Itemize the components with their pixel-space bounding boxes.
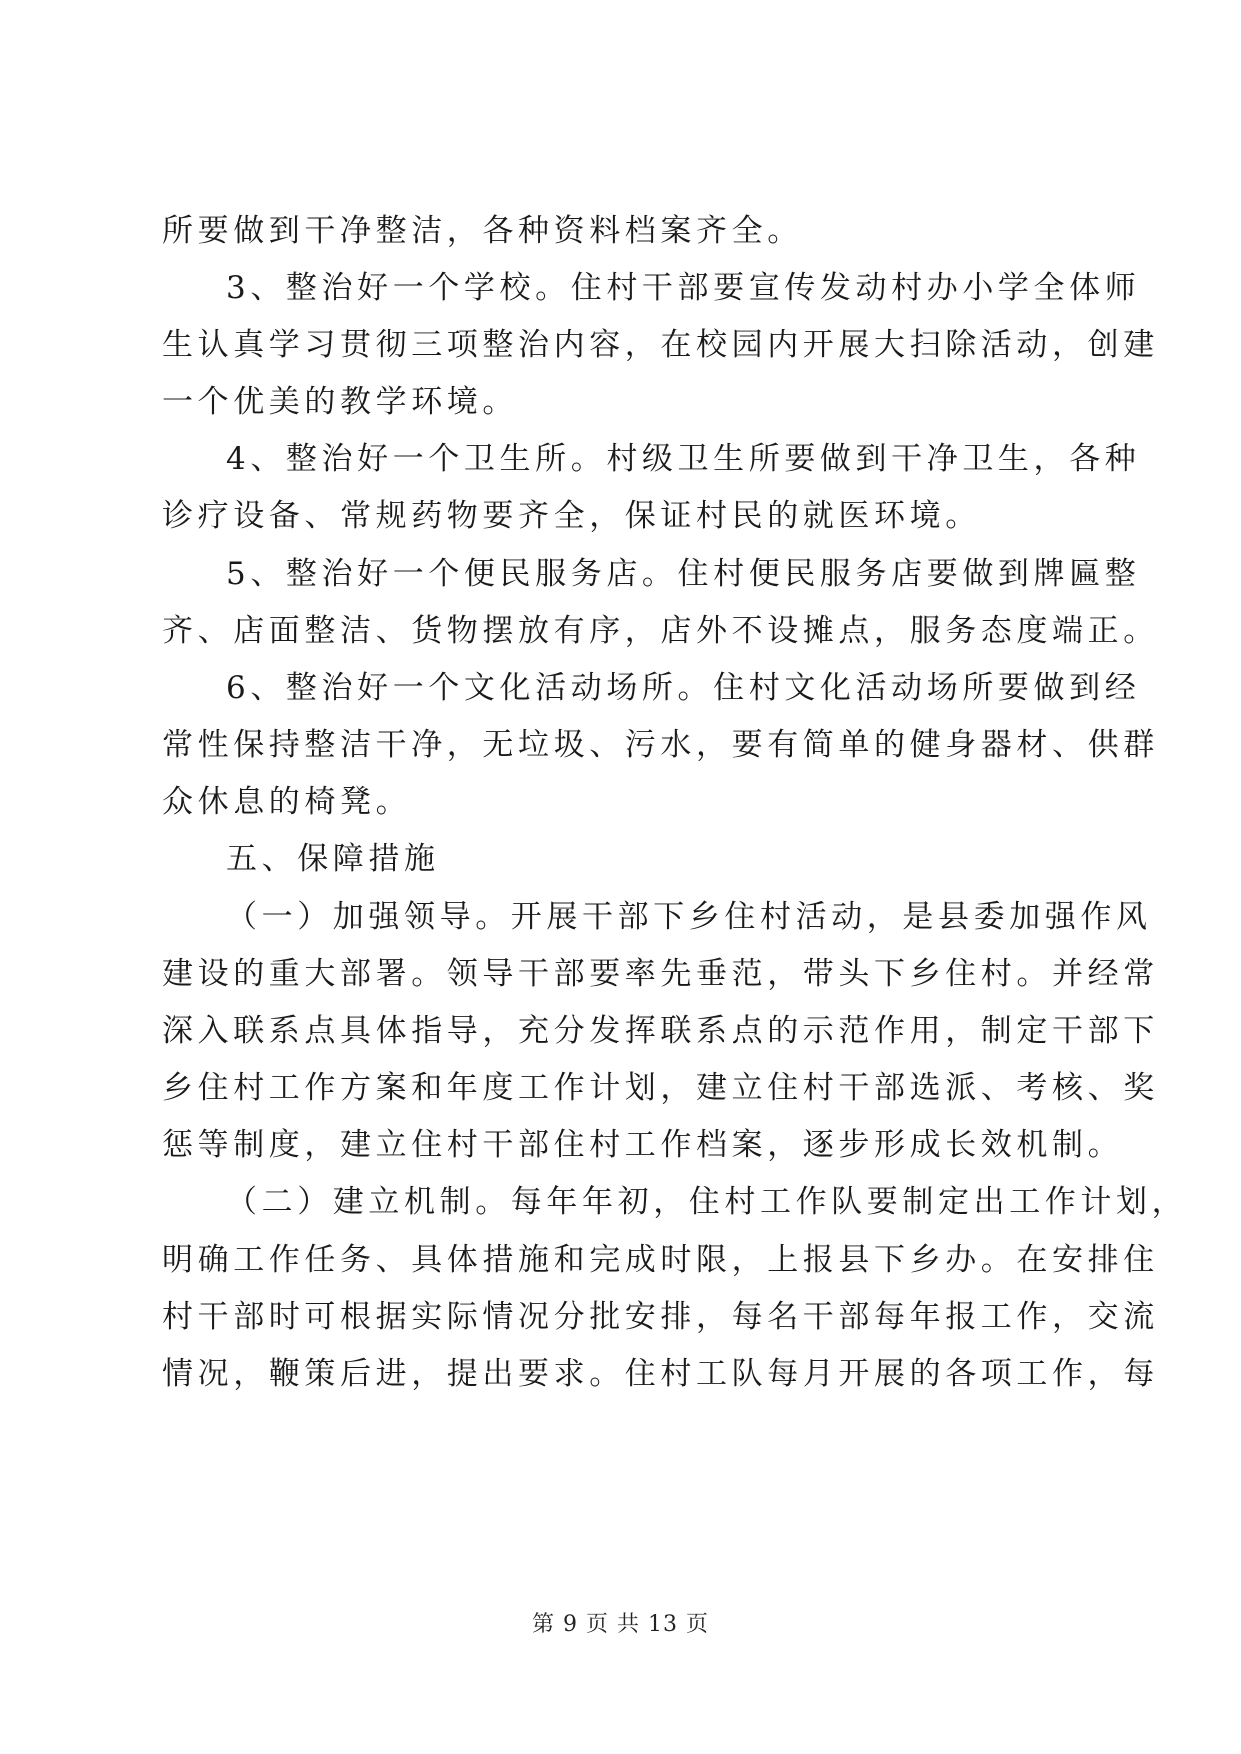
body-line: 明确工作任务、具体措施和完成时限，上报县下乡办。在安排住 xyxy=(162,1242,1159,1278)
body-line: 众休息的椅凳。 xyxy=(162,784,412,820)
body-line: 一个优美的教学环境。 xyxy=(162,384,518,420)
body-line: 所要做到干净整洁，各种资料档案齐全。 xyxy=(162,213,803,249)
body-line: （一）加强领导。开展干部下乡住村活动，是县委加强作风 xyxy=(226,899,1152,935)
body-line: 惩等制度，建立住村干部住村工作档案，逐步形成长效机制。 xyxy=(162,1127,1124,1163)
body-line: 3、整治好一个学校。住村干部要宣传发动村办小学全体师 xyxy=(226,270,1141,306)
body-line: 5、整治好一个便民服务店。住村便民服务店要做到牌匾整 xyxy=(226,556,1141,592)
body-line: 4、整治好一个卫生所。村级卫生所要做到干净卫生，各种 xyxy=(226,441,1141,477)
body-line: 建设的重大部署。领导干部要率先垂范，带头下乡住村。并经常 xyxy=(162,956,1159,992)
body-line: 生认真学习贯彻三项整治内容，在校园内开展大扫除活动，创建 xyxy=(162,327,1159,363)
body-line: 乡住村工作方案和年度工作计划，建立住村干部选派、考核、奖 xyxy=(162,1070,1159,1106)
body-line: 诊疗设备、常规药物要齐全，保证村民的就医环境。 xyxy=(162,498,981,534)
body-line: 情况，鞭策后进，提出要求。住村工队每月开展的各项工作，每 xyxy=(162,1356,1159,1392)
body-line: 深入联系点具体指导，充分发挥联系点的示范作用，制定干部下 xyxy=(162,1013,1159,1049)
body-line: 齐、店面整洁、货物摆放有序，店外不设摊点，服务态度端正。 xyxy=(162,613,1159,649)
body-line: （二）建立机制。每年年初，住村工作队要制定出工作计划， xyxy=(226,1184,1188,1220)
page-number-footer: 第 9 页 共 13 页 xyxy=(532,1612,709,1637)
body-line: 村干部时可根据实际情况分批安排，每名干部每年报工作，交流 xyxy=(162,1299,1159,1335)
body-line: 6、整治好一个文化活动场所。住村文化活动场所要做到经 xyxy=(226,670,1141,706)
section-heading: 五、保障措施 xyxy=(226,841,440,877)
body-line: 常性保持整洁干净，无垃圾、污水，要有简单的健身器材、供群 xyxy=(162,727,1159,763)
